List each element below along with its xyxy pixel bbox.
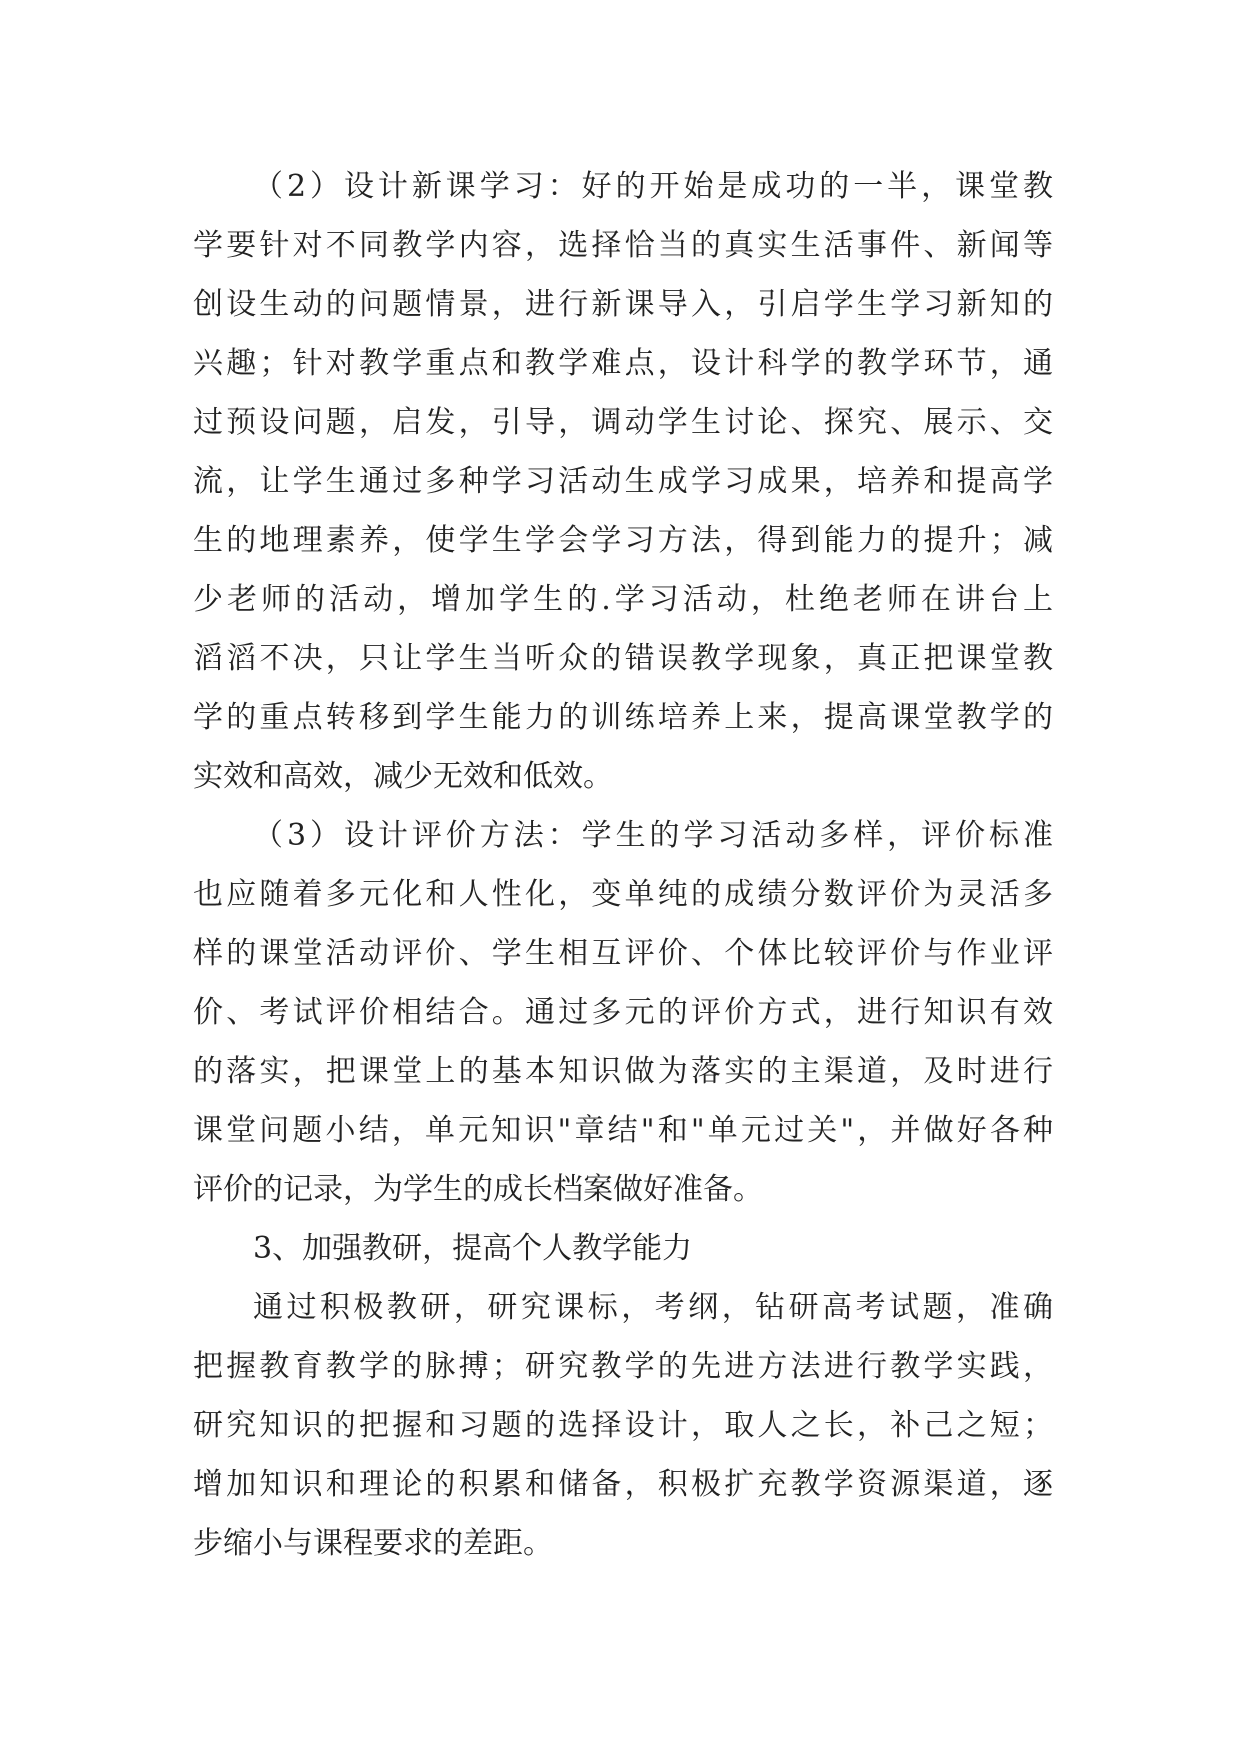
text-line: 创设生动的问题情景，进行新课导入，引启学生学习新知的	[193, 287, 1053, 322]
document-body	[193, 157, 1053, 1573]
paragraph-teaching-research	[193, 1278, 1053, 1573]
text-line: 价、考试评价相结合。通过多元的评价方式，进行知识有效	[193, 995, 1053, 1030]
text-line: 学的重点转移到学生能力的训练培养上来，提高课堂教学的	[193, 700, 1053, 735]
text-line: 学要针对不同教学内容，选择恰当的真实生活事件、新闻等	[193, 228, 1053, 263]
text-line: 也应随着多元化和人性化，变单纯的成绩分数评价为灵活多	[193, 877, 1053, 912]
text-line: （3）设计评价方法：学生的学习活动多样，评价标准	[253, 818, 1053, 853]
paragraph-design-evaluation	[193, 806, 1053, 1219]
text-line: 课堂问题小结，单元知识"章结"和"单元过关"，并做好各种	[193, 1113, 1053, 1148]
text-line: 实效和高效，减少无效和低效。	[193, 759, 613, 794]
section-heading-text: 3、加强教研，提高个人教学能力	[253, 1231, 693, 1266]
text-line: 过预设问题，启发，引导，调动学生讨论、探究、展示、交	[193, 405, 1053, 440]
text-line: 增加知识和理论的积累和储备，积极扩充教学资源渠道，逐	[193, 1467, 1053, 1502]
text-line: 把握教育教学的脉搏；研究教学的先进方法进行教学实践，	[193, 1349, 1053, 1384]
text-line: 样的课堂活动评价、学生相互评价、个体比较评价与作业评	[193, 936, 1053, 971]
text-line: 的落实，把课堂上的基本知识做为落实的主渠道，及时进行	[193, 1054, 1053, 1089]
paragraph-design-new-lesson	[193, 157, 1053, 806]
text-line: 流，让学生通过多种学习活动生成学习成果，培养和提高学	[193, 464, 1053, 499]
text-line: 研究知识的把握和习题的选择设计，取人之长，补己之短；	[193, 1408, 1053, 1443]
text-line: 兴趣；针对教学重点和教学难点，设计科学的教学环节，通	[193, 346, 1053, 381]
text-line: 通过积极教研，研究课标，考纲，钻研高考试题，准确	[253, 1290, 1053, 1325]
text-line: （2）设计新课学习：好的开始是成功的一半，课堂教	[253, 169, 1053, 204]
text-line: 评价的记录，为学生的成长档案做好准备。	[193, 1172, 763, 1207]
text-line: 少老师的活动，增加学生的.学习活动，杜绝老师在讲台上	[193, 582, 1053, 617]
text-line: 生的地理素养，使学生学会学习方法，得到能力的提升；减	[193, 523, 1053, 558]
section-heading	[193, 1219, 1053, 1278]
text-line: 滔滔不决，只让学生当听众的错误教学现象，真正把课堂教	[193, 641, 1053, 676]
text-line: 步缩小与课程要求的差距。	[193, 1526, 553, 1561]
